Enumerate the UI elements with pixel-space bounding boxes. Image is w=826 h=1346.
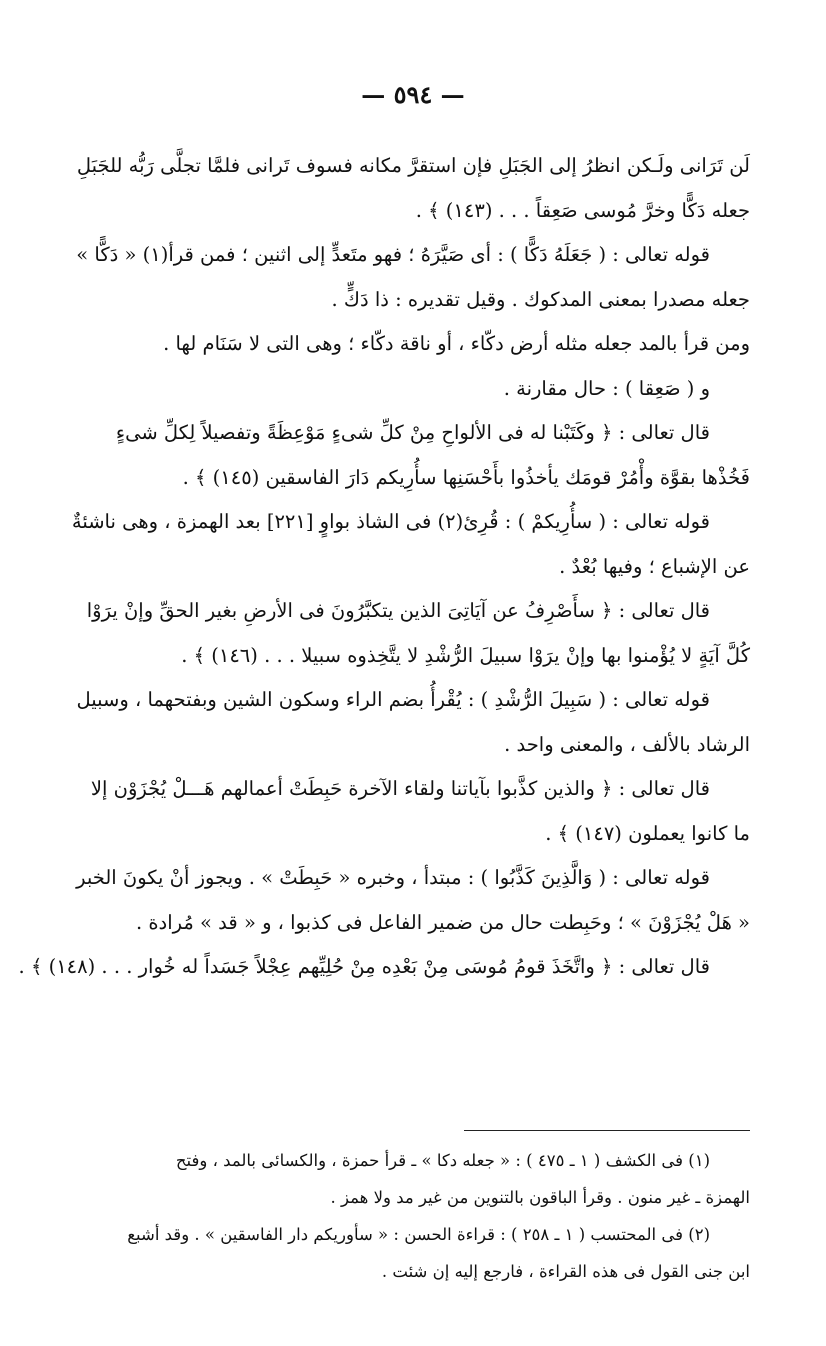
body-line: لَن تَرَانى ولَـكن انظرُ إلى الجَبَلِ فإن استقرَّ مكانه فسوف تَرانى فلمَّا تجلَّى رَبُّه للجَبَلِ bbox=[76, 154, 750, 177]
body-line: الرشاد بالألف ، والمعنى واحد . bbox=[504, 732, 750, 756]
body-line: قوله تعالى : ( جَعَلَهُ دَكًّا ) : أى صَيَّرَهُ ؛ فهو متَعدٍّ إلى اثنين ؛ فمن قرأ(١) « دَكًّا » bbox=[76, 243, 710, 266]
footnote-divider bbox=[464, 1130, 750, 1131]
body-line: قال تعالى : ﴿ واتَّخَذَ قومُ مُوسَى مِنْ بَعْدِه مِنْ حُلِيِّهم عِجْلاً جَسَداً له خُوار . . . (١٤٨) ﴾ . bbox=[18, 955, 710, 978]
body-line: قوله تعالى : ( وَالَّذِينَ كَذَّبُوا ) : مبتدأ ، وخبره « حَبِطَتْ » . ويجوز أنْ يكونَ الخبر bbox=[76, 866, 710, 889]
body-line: عن الإشباع ؛ وفيها بُعْدٌ . bbox=[559, 554, 750, 578]
body-line: قوله تعالى : ( سَبِيلَ الرُّشْدِ ) : يُقْرأُ بضم الراء وسكون الشين وبفتحهما ، وسبيل bbox=[76, 688, 710, 711]
footnote-line: الهمزة ـ غير منون . وقرأ الباقون بالتنوين من غير مد ولا همز . bbox=[330, 1188, 750, 1207]
footnote-line: (١) فى الكشف ( ١ ـ ٤٧٥ ) : « جعله دكا » ـ قرأ حمزة ، والكسائى بالمد ، وفتح bbox=[175, 1151, 710, 1170]
footnotes bbox=[60, 1142, 750, 1290]
body-line: كُلَّ آيَةٍ لا يُؤْمنوا بها وإنْ يرَوْا سبيلَ الرُّشْدِ لا يتَّخِذوه سبيلا . . . (١٤٦) ﴾ . bbox=[181, 643, 750, 667]
body-line: « هَلْ يُجْزَوْنَ » ؛ وحَبِطت حال من ضمير الفاعل فى كذبوا ، و « قد » مُرادة . bbox=[135, 910, 750, 934]
body-line: فَخُذْها بقوَّة وأْمُرْ قومَك يأخذُوا بأَحْسَنِها سأُرِيكم دَارَ الفاسقين (١٤٥) ﴾ . bbox=[182, 465, 750, 489]
body-line: جعله مصدرا بمعنى المدكوك . وقيل تقديره : ذا دَكٍّ . bbox=[331, 287, 750, 311]
body-line: ما كانوا يعملون (١٤٧) ﴾ . bbox=[545, 821, 750, 845]
body-line: قال تعالى : ﴿ سأَصْرِفُ عن آيَاتِىَ الذين يتكبَّرُونَ فى الأرضِ بغير الحقِّ وإنْ يرَوْا bbox=[86, 599, 710, 622]
body-line: و ( صَعِقا ) : حال مقارنة . bbox=[503, 376, 710, 400]
body-line: جعله دَكًّا وخرَّ مُوسى صَعِقاً . . . (١٤٣) ﴾ . bbox=[415, 198, 750, 222]
footnote-line: ابن جنى القول فى هذه القراءة ، فارجع إليه إن شئت . bbox=[381, 1262, 750, 1281]
body-line: قال تعالى : ﴿ والذين كذَّبوا بآياتنا ولقاء الآخرة حَبِطَتْ أعمالهم هَـــلْ يُجْزَوْن إلا bbox=[90, 777, 710, 800]
footnote-line: (٢) فى المحتسب ( ١ ـ ٢٥٨ ) : قراءة الحسن : « سأوريكم دار الفاسقين » . وقد أشبع bbox=[127, 1225, 710, 1244]
body-text bbox=[18, 144, 750, 990]
body-line: قال تعالى : ﴿ وكَتَبْنا له فى الألواحِ مِنْ كلِّ شىءٍ مَوْعِظَةً وتفصيلاً لِكلِّ شىءٍ bbox=[115, 421, 710, 444]
body-line: قوله تعالى : ( سأُرِيكمْ ) : قُرِئ(٢) فى الشاذ بواوٍ [٢٢١] بعد الهمزة ، وهى ناشئةٌ bbox=[71, 510, 710, 533]
body-line: ومن قرأ بالمد جعله مثله أرض دكّاء ، أو ناقة دكّاء ؛ وهى التى لا سَنَام لها . bbox=[163, 332, 750, 355]
page-number: — ٥٩٤ — bbox=[361, 80, 465, 109]
